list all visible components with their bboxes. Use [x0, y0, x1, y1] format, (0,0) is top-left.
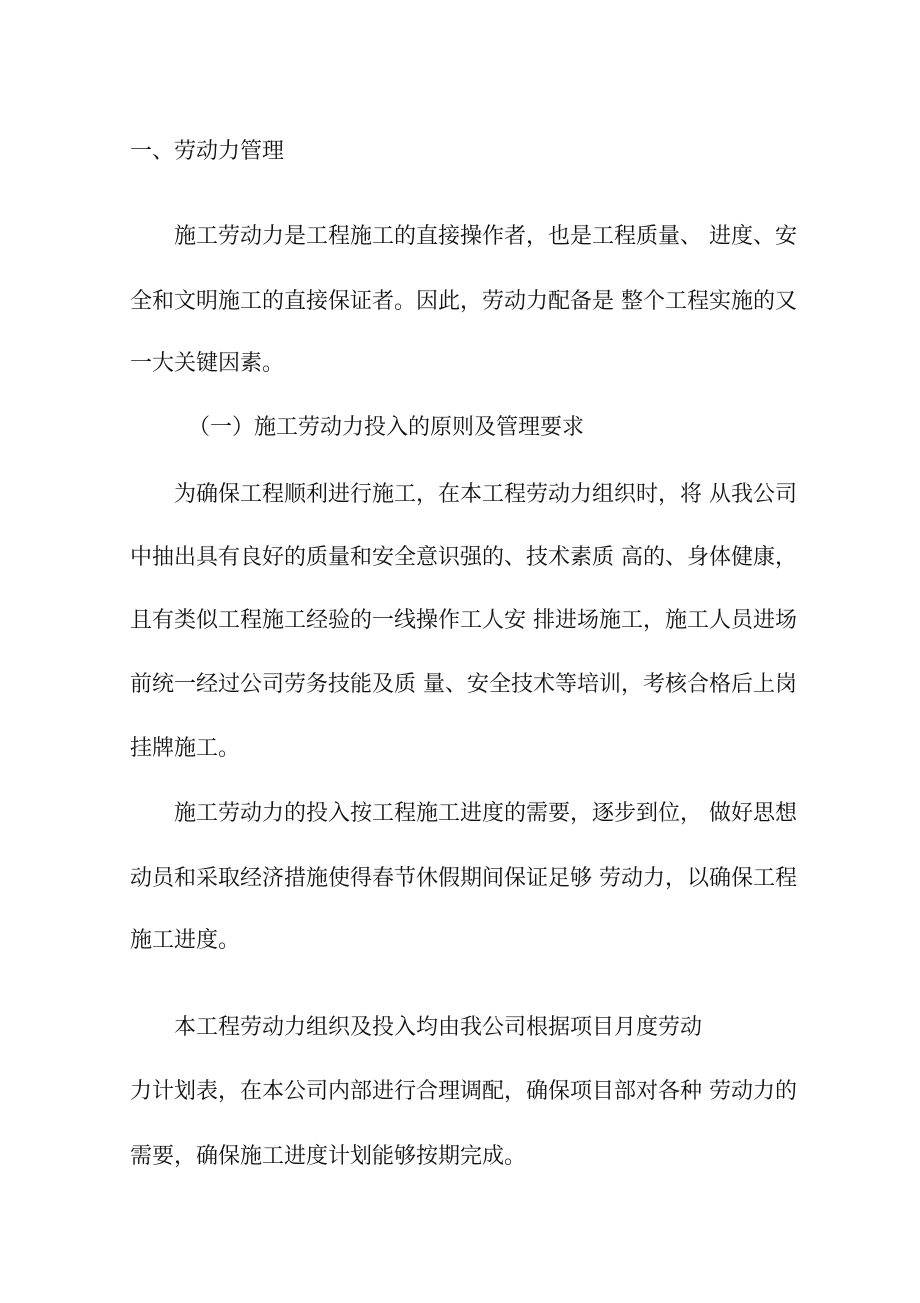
paragraph-2-line-5: 挂牌施工。 — [130, 736, 241, 761]
paragraph-3-line-2: 动员和采取经济措施使得春节休假期间保证足够 劳动力，以确保工程 — [130, 866, 797, 891]
paragraph-4-line-3: 需要，确保施工进度计划能够按期完成。 — [130, 1144, 527, 1169]
paragraph-3-line-3: 施工进度。 — [130, 928, 241, 953]
paragraph-2-line-4: 前统一经过公司劳务技能及质 量、安全技术等培训，考核合格后上岗 — [130, 672, 797, 697]
subsection-heading: （一）施工劳动力投入的原则及管理要求 — [188, 415, 585, 440]
paragraph-1-line-2: 全和文明施工的直接保证者。因此，劳动力配备是 整个工程实施的又 — [130, 289, 797, 314]
paragraph-2-line-2: 中抽出具有良好的质量和安全意识强的、技术素质 高的、身体健康， — [130, 545, 797, 570]
paragraph-2-line-1: 为确保工程顺利进行施工，在本工程劳动力组织时，将 从我公司 — [174, 482, 797, 507]
paragraph-4-line-1: 本工程劳动力组织及投入均由我公司根据项目月度劳动 — [174, 1015, 703, 1040]
paragraph-1-line-1: 施工劳动力是工程施工的直接操作者，也是工程质量、 进度、安 — [174, 224, 797, 249]
section-heading: 一、劳动力管理 — [130, 139, 285, 164]
paragraph-2-line-3: 且有类似工程施工经验的一线操作工人安 排进场施工，施工人员进场 — [130, 608, 797, 633]
paragraph-1-line-3: 一大关键因素。 — [130, 351, 285, 376]
paragraph-4-line-2: 力计划表，在本公司内部进行合理调配，确保项目部对各种 劳动力的 — [130, 1079, 797, 1104]
paragraph-3-line-1: 施工劳动力的投入按工程施工进度的需要，逐步到位， 做好思想 — [174, 801, 797, 826]
